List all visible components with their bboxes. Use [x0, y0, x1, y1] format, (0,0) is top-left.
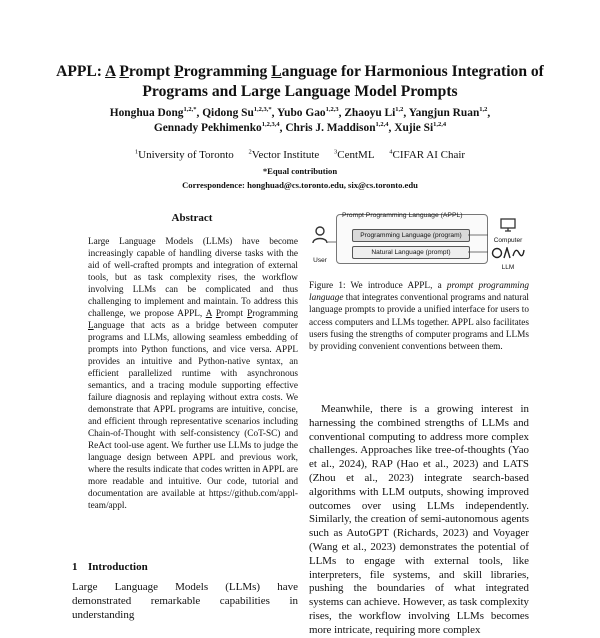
- author: Zhaoyu Li: [344, 107, 396, 119]
- computer-node: [488, 218, 528, 244]
- author: Yubo Gao: [276, 107, 326, 119]
- affiliation: $^3$CentML: [334, 148, 375, 161]
- abstract-heading: Abstract: [171, 212, 213, 224]
- output-connector-arrows: [468, 226, 490, 266]
- llm-node: [488, 246, 528, 271]
- author: Qidong Su: [202, 107, 254, 119]
- appl-container-label: Prompt Programming Language (APPL): [342, 212, 463, 219]
- affiliation: $^1$University of Toronto: [134, 148, 234, 161]
- paper-title: APPL: A Prompt Programming Language for Harmonious Integration of Programs and Large Language Model Prompts: [56, 63, 544, 100]
- author: Yangjun Ruan: [408, 107, 480, 119]
- author: Honghua Dong: [109, 107, 184, 119]
- affiliation: $^2$Vector Institute: [248, 148, 320, 161]
- correspondence-line: Correspondence: honghuad@cs.toronto.edu, six@cs.toronto.edu: [182, 180, 418, 190]
- section-heading-introduction: 1 Introduction: [72, 561, 148, 573]
- affiliations: [40, 149, 560, 161]
- author: Xujie Si: [394, 122, 434, 134]
- llm-logos-icon: [491, 247, 525, 259]
- figure-1-diagram: [306, 208, 526, 278]
- natural-language-box: Natural Language (prompt): [352, 246, 470, 259]
- equal-contribution-note: *Equal contribution: [262, 166, 338, 176]
- right-column-body: [309, 403, 529, 638]
- user-label: User: [313, 257, 327, 264]
- author: Gennady Pekhimenko: [153, 122, 262, 134]
- llm-label: LLM: [501, 264, 515, 271]
- abstract-body: Large Language Models (LLMs) have become increasingly capable of handling diverse tasks with the aid of well-crafted prompts and integration of external tools, but as task complexity rises, the workflow involving LLMs can be complicated and thus challenging to implement and maintain. To address this challenge, we propose APPL, A Prompt Programming Language that acts as a bridge between computer programs and LLMs, allowing seamless embedding of prompts into Python functions, and vice versa. APPL provides an intuitive and Python-native syntax, an efficient parallelized runtime with asynchronous semantics, and a tracing module supporting effective failure diagnosis and replaying without extra costs. We demonstrate that APPL programs are intuitive, concise, and efficient through representative scenarios including Chain-of-Thought with self-consistency (CoT-SC) and ReAct tool-use agent. We further use LLMs to judge the language design between APPL and previous work, where the results indicate that codes written in APPL are more readable and intuitive. Our code, tutorial and documentation are available at https://github.com/appl-team/appl.: [88, 237, 299, 511]
- computer-label: Computer: [493, 237, 523, 244]
- computer-icon: [500, 218, 516, 232]
- affiliation: $^4$CIFAR AI Chair: [389, 148, 466, 161]
- programming-language-box: Programming Language (program): [352, 229, 470, 242]
- introduction-body: Large Language Models (LLMs) have demonstrated remarkable capabilities in understanding: [72, 581, 298, 621]
- figure-1-caption: Figure 1: We introduce APPL, a prompt programming language that integrates conventional programs and natural language prompts to provide a unified interface for users to access computers and LLMs together. APPL also facilitates users fusing the strengths of computer programs and LLMs by providing convenient conventions between them.: [309, 281, 530, 353]
- paragraph: Meanwhile, there is a growing interest in harnessing the combined strengths of LLMs and conventional computing to address more complex challenges. Approaches like tree-of-thoughts (Yao et al., 2024), RAP (Hao et al., 2023) and LATS (Zhou et al., 2023) integrate search-based algorithms with LLM outputs, showing improved outcomes over using LLMs independently. Similarly, the creation of semi-autonomous agents such as AutoGPT (Richards, 2023) and Voyager (Wang et al., 2023) demonstrates the potential of LLMs to engage with external tools, like interpreters, file systems, and skill libraries, pushing the boundaries of what integrated systems can achieve. However, as task complexity rises, the workflow involving LLMs becomes more intricate, requiring more complex: [309, 403, 529, 636]
- author: Chris J. Maddison: [285, 122, 376, 134]
- author-list: Honghua Dong$^{1,2,*}$, Qidong $Su^{1,2,3,*}$, Yubo Gao$^{1,2,3}$, Zhaoyu Li$^{1,2}$, Yangjun Ruan$^{1,2}$, Gennady Pekhimenko$^{1,2,3,4}$, Chris J. Maddison$^{1,2,4}$, Xujie Si$^{1,2,4}$: [109, 106, 491, 134]
